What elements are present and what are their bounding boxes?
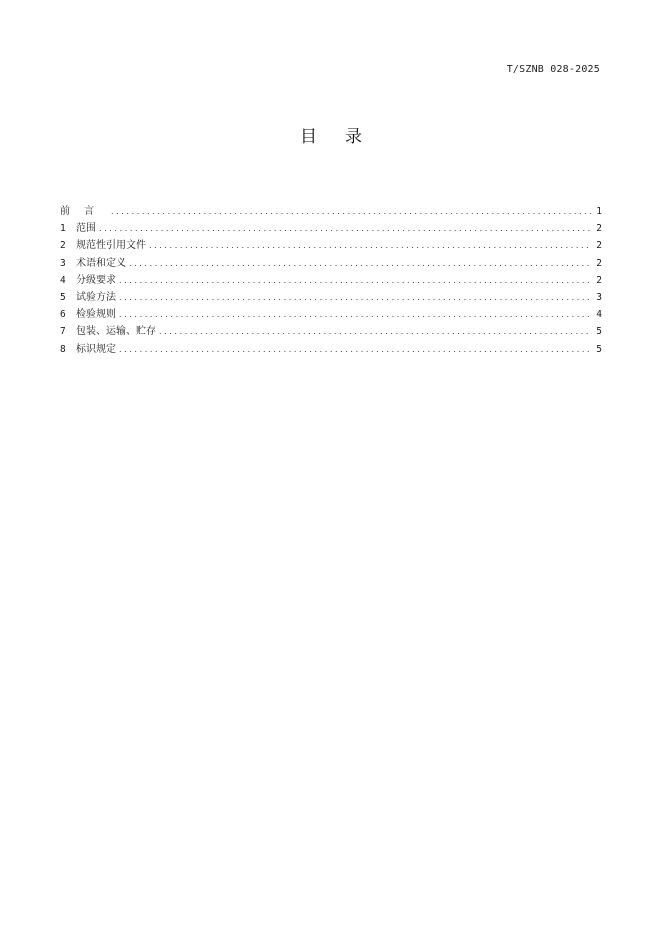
toc-page-number: 2	[596, 274, 602, 286]
dot-leader	[119, 341, 592, 358]
toc-label: 术语和定义	[76, 257, 126, 269]
toc-entry-scope[interactable]	[60, 220, 602, 237]
dot-leader	[119, 289, 592, 306]
table-of-contents	[60, 203, 602, 358]
toc-label: 试验方法	[76, 291, 116, 303]
toc-number: 6	[60, 309, 66, 321]
toc-label: 规范性引用文件	[76, 240, 146, 252]
toc-number: 2	[60, 240, 66, 252]
toc-label: 检验规则	[76, 309, 116, 321]
toc-label: 前言	[60, 206, 108, 217]
dot-leader	[119, 306, 592, 323]
toc-entry-grading-requirements[interactable]	[60, 272, 602, 289]
toc-entry-labeling[interactable]	[60, 341, 602, 358]
toc-page-number: 2	[596, 257, 602, 269]
toc-number: 5	[60, 291, 66, 303]
toc-number: 4	[60, 274, 66, 286]
toc-label: 分级要求	[76, 274, 116, 286]
dot-leader	[111, 203, 592, 220]
page-title	[0, 122, 662, 147]
toc-number: 7	[60, 326, 66, 338]
toc-label: 范围	[76, 223, 96, 235]
toc-entry-inspection-rules[interactable]	[60, 306, 602, 323]
toc-entry-terms-definitions[interactable]	[60, 255, 602, 272]
toc-number: 8	[60, 343, 66, 355]
toc-entry-test-methods[interactable]	[60, 289, 602, 306]
toc-page-number: 2	[596, 223, 602, 235]
toc-page-number: 1	[596, 206, 602, 217]
toc-number: 1	[60, 223, 66, 235]
dot-leader	[159, 323, 592, 340]
toc-label: 包装、运输、贮存	[76, 326, 156, 338]
title-char: 录	[345, 127, 362, 147]
toc-number: 3	[60, 257, 66, 269]
dot-leader	[129, 255, 592, 272]
toc-page-number: 2	[596, 240, 602, 252]
title-char: 目	[300, 127, 317, 147]
toc-page-number: 5	[596, 343, 602, 355]
toc-page-number: 3	[596, 291, 602, 303]
dot-leader	[149, 237, 592, 254]
toc-label: 标识规定	[76, 343, 116, 355]
document-code: T/SZNB 028-2025	[506, 64, 600, 75]
toc-page-number: 4	[596, 309, 602, 321]
dot-leader	[119, 272, 592, 289]
dot-leader	[99, 220, 592, 237]
toc-entry-normative-references[interactable]	[60, 237, 602, 254]
toc-entry-packaging-transport-storage[interactable]	[60, 323, 602, 340]
toc-page-number: 5	[596, 326, 602, 338]
toc-entry-foreword[interactable]	[60, 203, 602, 220]
